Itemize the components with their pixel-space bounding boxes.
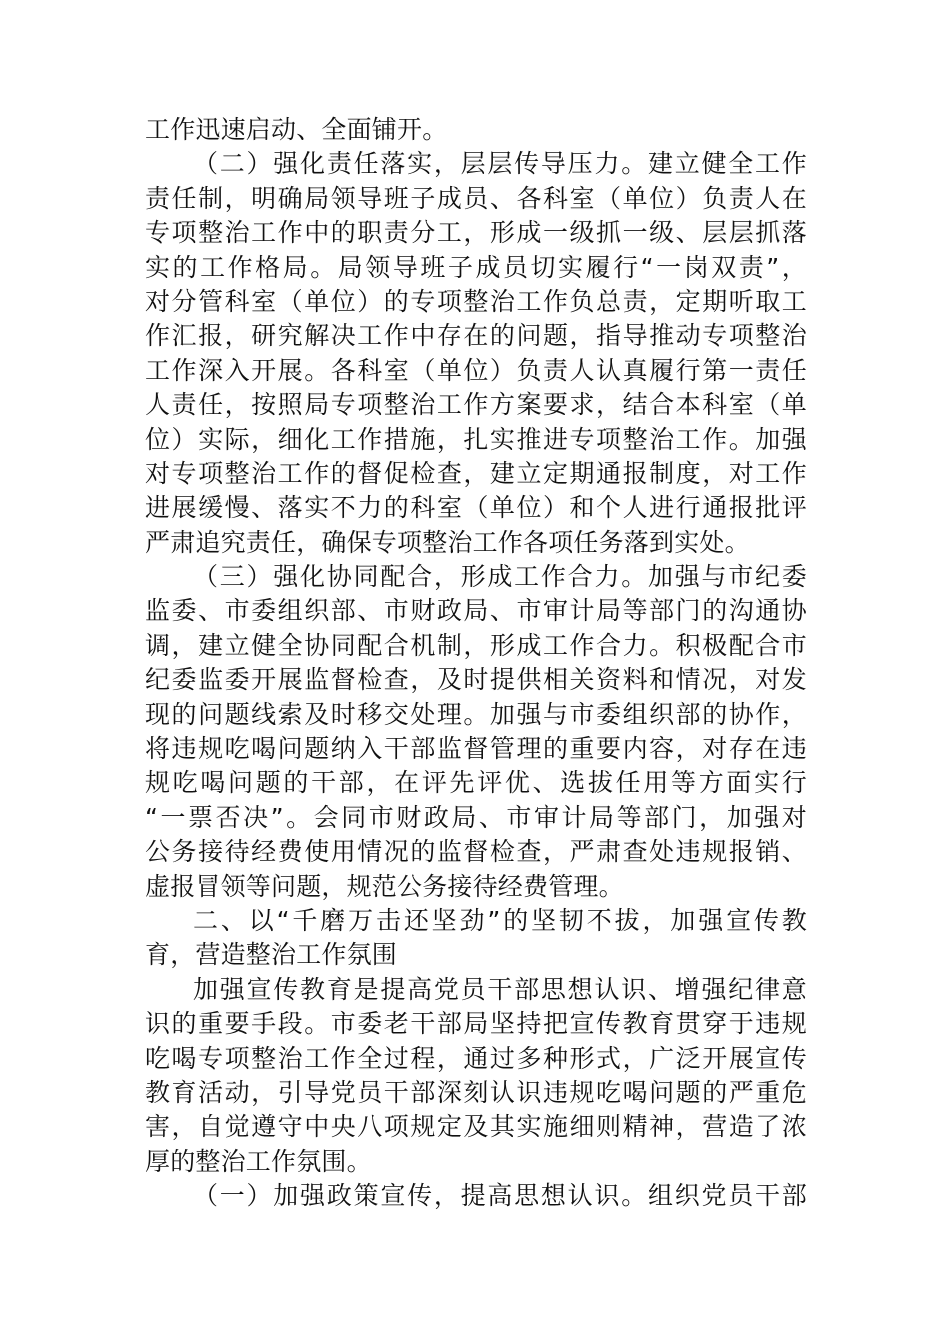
text-line: 公务接待经费使用情况的监督检查，严肃查处违规报销、 [145,837,807,867]
text-line: 将违规吃喝问题纳入干部监督管理的重要内容，对存在违 [145,734,807,764]
text-line: 识的重要手段。市委老干部局坚持把宣传教育贯穿于违规 [145,1009,807,1039]
body-text [145,113,807,1214]
text-line: 工作迅速启动、全面铺开。 [145,115,448,144]
text-line: 严肃追究责任，确保专项整治工作各项任务落到实处。 [145,527,750,557]
text-line: 调，建立健全协同配合机制，形成工作合力。积极配合市 [145,630,807,660]
text-line: 虚报冒领等问题，规范公务接待经费管理。 [145,871,624,901]
text-line: 育，营造整治工作氛围 [145,940,398,970]
text-line: 专项整治工作中的职责分工，形成一级抓一级、层层抓落 [145,218,807,248]
text-line: （一）加强政策宣传，提高思想认识。组织党员干部 [193,1181,807,1211]
text-line: 厚的整治工作氛围。 [145,1146,372,1176]
text-line: 加强宣传教育是提高党员干部思想认识、增强纪律意 [193,974,807,1004]
text-line: 现的问题线索及时移交处理。加强与市委组织部的协作， [145,699,807,729]
text-line: 二、以“千磨万击还坚劲”的坚韧不拔，加强宣传教 [193,905,807,935]
text-line: 纪委监委开展监督检查，及时提供相关资料和情况，对发 [145,665,807,695]
text-line: 责任制，明确局领导班子成员、各科室（单位）负责人在 [145,183,807,213]
text-line: 进展缓慢、落实不力的科室（单位）和个人进行通报批评 [145,493,807,523]
text-line: 位）实际，细化工作措施，扎实推进专项整治工作。加强 [145,424,807,454]
text-line: 对专项整治工作的督促检查，建立定期通报制度，对工作 [145,458,807,488]
text-line: （二）强化责任落实，层层传导压力。建立健全工作 [193,149,807,179]
text-line: 教育活动，引导党员干部深刻认识违规吃喝问题的严重危 [145,1077,807,1107]
text-line: 工作深入开展。各科室（单位）负责人认真履行第一责任 [145,355,807,385]
text-line: 监委、市委组织部、市财政局、市审计局等部门的沟通协 [145,596,807,626]
text-line: 作汇报，研究解决工作中存在的问题，指导推动专项整治 [145,321,807,351]
text-line: 规吃喝问题的干部，在评先评优、选拔任用等方面实行 [145,768,807,798]
text-line: 对分管科室（单位）的专项整治工作负总责，定期听取工 [145,286,807,316]
text-line: “一票否决”。会同市财政局、市审计局等部门，加强对 [145,802,807,832]
text-line: 害，自觉遵守中央八项规定及其实施细则精神，营造了浓 [145,1112,807,1142]
text-line: （三）强化协同配合，形成工作合力。加强与市纪委 [193,562,807,592]
text-line: 人责任，按照局专项整治工作方案要求，结合本科室（单 [145,390,807,420]
text-line: 实的工作格局。局领导班子成员切实履行“一岗双责”， [145,252,807,282]
text-line: 吃喝专项整治工作全过程，通过多种形式，广泛开展宣传 [145,1043,807,1073]
